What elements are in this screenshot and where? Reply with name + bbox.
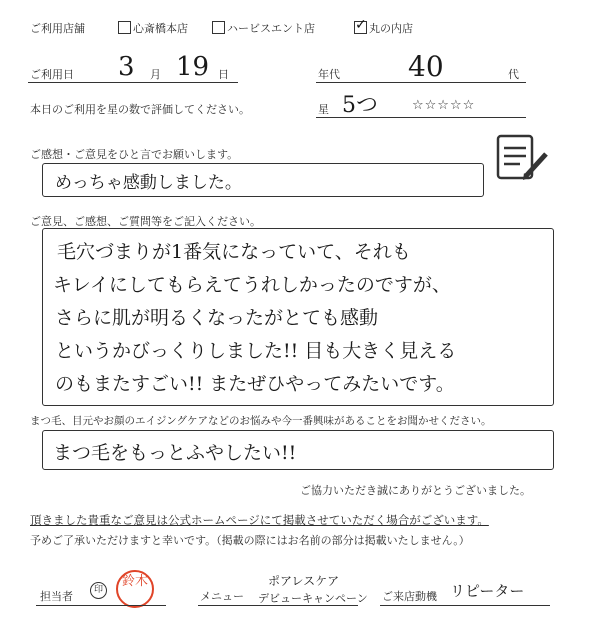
opinion-line: のもまたすごい!! またぜひやってみたいです。 [55, 373, 455, 395]
motive-value: リピーター [450, 582, 525, 600]
staff-label: 担当者 [40, 590, 73, 603]
rating-prompt: 本日のご利用を星の数で評価してください。 [30, 103, 250, 116]
notepad-pen-icon [490, 126, 554, 190]
impression-answer-box[interactable] [42, 163, 484, 197]
opinion-line: さらに肌が明るくなったがとても感動 [55, 307, 379, 329]
age-label: 年代 [318, 68, 340, 81]
concern-answer: まつ毛をもっとふやしたい!! [53, 442, 297, 464]
menu-underline [198, 605, 358, 606]
month-value: 3 [118, 52, 135, 82]
concern-answer-box[interactable] [42, 430, 554, 470]
rating-value: 5つ [342, 93, 378, 118]
menu-label: メニュー [200, 590, 244, 603]
store-option-shinsaibashi[interactable]: 心斎橋本店 [118, 20, 188, 36]
store-option-marunouchi[interactable]: ✓ 丸の内店 [355, 17, 413, 35]
staff-underline [36, 605, 166, 606]
age-unit: 代 [508, 68, 519, 81]
seal-mark: 印 [90, 582, 107, 599]
day-value: 19 [176, 52, 210, 82]
motive-label: ご来店動機 [382, 590, 437, 603]
opinion-line: キレイにしてもらえてうれしかったのですが、 [53, 274, 451, 296]
rating-underline [316, 117, 526, 118]
menu-line-2: デビューキャンペーン [258, 592, 368, 605]
date-label: ご利用日 [30, 68, 74, 81]
opinion-answer-box[interactable] [42, 228, 554, 406]
date-underline [28, 82, 238, 83]
concern-prompt: まつ毛、目元やお顔のエイジングケアなどのお悩みや今一番興味があることをお聞かせください。 [30, 415, 492, 427]
menu-line-1: ポアレスケア [268, 574, 340, 588]
star-label: 星 [318, 103, 329, 116]
impression-answer: めっちゃ感動しました。 [55, 173, 242, 193]
impression-prompt: ご感想・ご意見をひと言でお願いします。 [30, 148, 239, 161]
checkbox[interactable] [212, 21, 225, 34]
staff-stamp: 鈴木 [116, 570, 154, 608]
checkbox[interactable] [118, 21, 131, 34]
opinion-line: というかびっくりしました!! 目も大きく見える [55, 340, 457, 362]
rating-stars: ☆☆☆☆☆ [412, 98, 476, 113]
notice-line-2: 予めご了承いただけますと幸いです。（掲載の際にはお名前の部分は掲載いたしません。） [30, 534, 470, 547]
notice-line-1: 頂きました貴重なご意見は公式ホームページにて掲載させていただく場合がございます。 [30, 513, 489, 527]
day-unit: 日 [218, 68, 229, 81]
opinion-line: 毛穴づまりが1番気になっていて、それも [57, 241, 411, 263]
checkbox-checked[interactable] [354, 17, 367, 34]
opinion-prompt: ご意見、ご感想、ご質問等をご記入ください。 [30, 215, 261, 228]
store-option-herbis[interactable]: ハービスエント店 [212, 20, 315, 36]
store-label: ご利用店舗 [30, 22, 85, 35]
month-unit: 月 [150, 68, 161, 81]
motive-underline [380, 605, 550, 606]
checkmark-icon: ✓ [355, 17, 367, 33]
thanks-text: ご協力いただき誠にありがとうございました。 [300, 484, 531, 497]
age-value: 40 [408, 50, 444, 83]
